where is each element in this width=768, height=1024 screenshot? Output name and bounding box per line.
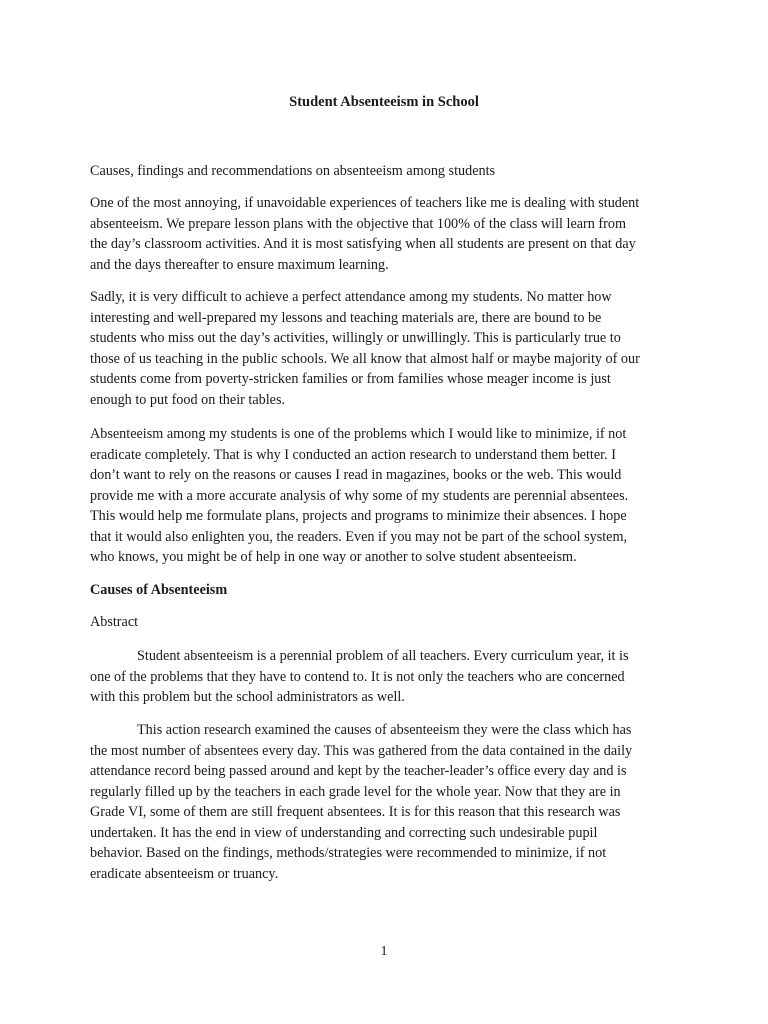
paragraph-line: with this problem but the school administrators as well.	[90, 689, 405, 705]
paragraph-line: This action research examined the causes of absenteeism they were the class which has	[137, 722, 632, 738]
paragraph-abstract-1	[90, 646, 682, 708]
paragraph-line: Absenteeism among my students is one of the problems which I would like to minimize, if not	[90, 426, 627, 442]
paragraph-line: the day’s classroom activities. And it is most satisfying when all students are present on that day	[90, 236, 636, 252]
paragraph-line: One of the most annoying, if unavoidable experiences of teachers like me is dealing with student	[90, 195, 640, 211]
paragraph-line: undertaken. It has the end in view of understanding and correcting such undesirable pupil	[90, 824, 598, 841]
abstract-label	[90, 612, 682, 633]
paragraph-line: eradicate completely. That is why I conducted an action research to understand them better. I	[90, 446, 616, 463]
paragraph-line: students come from poverty-stricken families or from families whose meager income is just	[90, 371, 611, 387]
paragraph-line: absenteeism. We prepare lesson plans with the objective that 100% of the class will learn from	[90, 215, 626, 232]
paragraph-line: interesting and well-prepared my lessons and teaching materials are, there are bound to be	[90, 309, 602, 326]
paragraph-line: behavior. Based on the findings, methods/strategies were recommended to minimize, if not	[90, 845, 607, 861]
document-title: Student Absenteeism in School	[289, 94, 479, 110]
paragraph-line: that it would also enlighten you, the readers. Even if you may not be part of the school system,	[90, 528, 628, 545]
section-heading-causes	[90, 580, 682, 601]
paragraph-intro	[90, 193, 682, 275]
paragraph-attendance	[90, 287, 682, 410]
paragraph-line: don’t want to rely on the reasons or causes I read in magazines, books or the web. This would	[90, 467, 622, 483]
paragraph-line: who knows, you might be of help in one way or another to solve student absenteeism.	[90, 549, 577, 565]
paragraph-line: Student absenteeism is a perennial problem of all teachers. Every curriculum year, it is	[137, 648, 629, 664]
paragraph-line: Sadly, it is very difficult to achieve a perfect attendance among my students. No matter how	[90, 289, 612, 305]
paragraph-line: one of the problems that they have to contend to. It is not only the teachers who are concerned	[90, 668, 625, 685]
paragraph-line: Grade VI, some of them are still frequent absentees. It is for this reason that this research was	[90, 804, 621, 820]
subtitle-line: Causes, findings and recommendations on absenteeism among students	[90, 163, 496, 179]
paragraph-line: attendance record being passed around and kept by the teacher-leader’s office every day and is	[90, 763, 627, 779]
paragraph-line: the most number of absentees every day. This was gathered from the data contained in the daily	[90, 742, 633, 759]
paragraph-abstract-2	[90, 720, 682, 884]
paragraph-line: This would help me formulate plans, projects and programs to minimize their absences. I hope	[90, 508, 627, 524]
paragraph-line: eradicate absenteeism or truancy.	[90, 865, 279, 882]
paragraph-line: regularly filled up by the teachers in each grade level for the whole year. Now that they are in	[90, 783, 621, 800]
page-number: 1	[380, 944, 388, 959]
paragraph-line: those of us teaching in the public schools. We all know that almost half or maybe majority of our	[90, 350, 640, 367]
paragraph-line: and the days thereafter to ensure maximum learning.	[90, 256, 389, 273]
paragraph-purpose	[90, 424, 682, 568]
abstract-label-text: Abstract	[90, 614, 139, 630]
heading-text: Causes of Absenteeism	[90, 582, 228, 598]
document-subtitle	[90, 161, 682, 182]
paragraph-line: enough to put food on their tables.	[90, 391, 286, 408]
paragraph-line: students who miss out the day’s activities, willingly or unwillingly. This is particularly true to	[90, 330, 621, 346]
paragraph-line: provide me with a more accurate analysis of why some of my students are perennial absentees.	[90, 487, 629, 504]
